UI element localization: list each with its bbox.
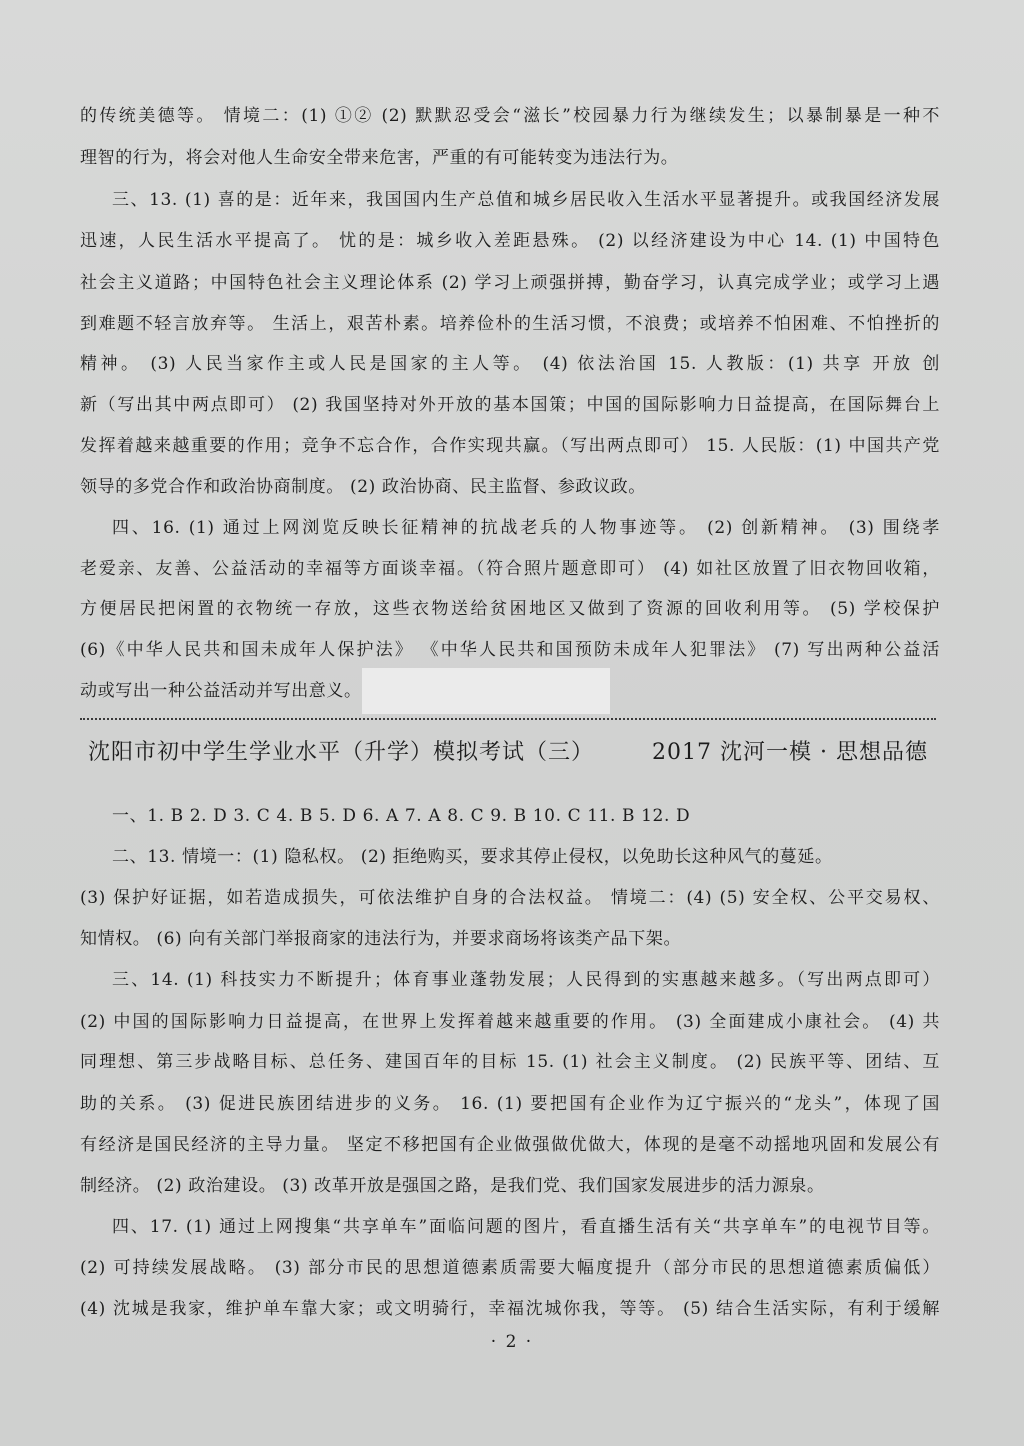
text-line: 领导的多党合作和政治协商制度。 (2) 政治协商、民主监督、参政议政。: [80, 477, 646, 497]
text-line: 新（写出其中两点即可） (2) 我国坚持对外开放的基本国策；中国的国际影响力日益提高，在国际舞台上: [80, 395, 940, 415]
text-line: (2) 可持续发展战略。 (3) 部分市民的思想道德素质需要大幅度提升（部分市民的思想道德素质偏低）: [80, 1258, 940, 1278]
text-line: 一、1. B 2. D 3. C 4. B 5. D 6. A 7. A 8. C 9. B 10. C 11. B 12. D: [112, 806, 691, 826]
text-line: 社会主义道路；中国特色社会主义理论体系 (2) 学习上顽强拼搏，勤奋学习，认真完成学业；或学习上遇: [80, 273, 940, 293]
text-line: 有经济是国民经济的主导力量。 坚定不移把国有企业做强做优做大，体现的是毫不动摇地巩固和发展公有: [80, 1135, 940, 1155]
text-line: 知情权。 (6) 向有关部门举报商家的违法行为，并要求商场将该类产品下架。: [80, 929, 682, 949]
text-line: (2) 中国的国际影响力日益提高，在世界上发挥着越来越重要的作用。 (3) 全面建成小康社会。 (4) 共: [80, 1012, 940, 1032]
text-line: 四、16. (1) 通过上网浏览反映长征精神的抗战老兵的人物事迹等。 (2) 创新精神。 (3) 围绕孝: [112, 518, 940, 538]
text-line: 三、13. (1) 喜的是：近年来，我国国内生产总值和城乡居民收入生活水平显著提升。或我国经济发展: [112, 190, 940, 210]
text-line: 三、14. (1) 科技实力不断提升；体育事业蓬勃发展；人民得到的实惠越来越多。（写出两点即可）: [112, 970, 940, 990]
text-line: 到难题不轻言放弃等。 生活上，艰苦朴素。培养俭朴的生活习惯，不浪费；或培养不怕困难、不怕挫折的: [80, 314, 940, 334]
redaction-block: [362, 668, 610, 714]
text-line: 的传统美德等。 情境二：(1) ①② (2) 默默忍受会“滋长”校园暴力行为继续发生；以暴制暴是一种不: [80, 106, 940, 126]
text-line: (6)《中华人民共和国未成年人保护法》 《中华人民共和国预防未成年人犯罪法》 (7) 写出两种公益活: [80, 640, 940, 660]
section-divider: [80, 718, 936, 720]
text-line: 二、13. 情境一：(1) 隐私权。 (2) 拒绝购买，要求其停止侵权，以免助长这种风气的蔓延。: [112, 847, 833, 867]
text-line: 助的关系。 (3) 促进民族团结进步的义务。 16. (1) 要把国有企业作为辽宁振兴的“龙头”，体现了国: [80, 1094, 940, 1114]
text-line: 迅速，人民生活水平提高了。 忧的是：城乡收入差距悬殊。 (2) 以经济建设为中心 14. (1) 中国特色: [80, 231, 940, 251]
text-line: 动或写出一种公益活动并写出意义。: [80, 681, 362, 701]
exam-title-subject: 2017 沈河一模 · 思想品德: [652, 740, 928, 765]
exam-title: [88, 736, 928, 770]
text-line: 方便居民把闲置的衣物统一存放，这些衣物送给贫困地区又做到了资源的回收利用等。 (5) 学校保护: [80, 599, 940, 619]
text-line: 制经济。 (2) 政治建设。 (3) 改革开放是强国之路，是我们党、我们国家发展进步的活力源泉。: [80, 1176, 825, 1196]
text-line: 四、17. (1) 通过上网搜集“共享单车”面临问题的图片，看直播生活有关“共享单车”的电视节目等。: [112, 1217, 940, 1237]
text-line: (4) 沈城是我家，维护单车靠大家；或文明骑行，幸福沈城你我，等等。 (5) 结合生活实际，有利于缓解: [80, 1299, 940, 1319]
text-line: (3) 保护好证据，如若造成损失，可依法维护自身的合法权益。 情境二：(4) (5) 安全权、公平交易权、: [80, 888, 940, 908]
text-line: 同理想、第三步战略目标、总任务、建国百年的目标 15. (1) 社会主义制度。 (2) 民族平等、团结、互: [80, 1052, 940, 1072]
text-line: 发挥着越来越重要的作用；竞争不忘合作，合作实现共赢。（写出两点即可） 15. 人民版：(1) 中国共产党: [80, 436, 940, 456]
text-line: 精神。 (3) 人民当家作主或人民是国家的主人等。 (4) 依法治国 15. 人教版：(1) 共享 开放 创: [80, 354, 940, 374]
exam-title-main: 沈阳市初中学生学业水平（升学）模拟考试（三）: [88, 740, 595, 765]
page-number: · 2 ·: [490, 1332, 534, 1352]
text-line: 老爱亲、友善、公益活动的幸福等方面谈幸福。（符合照片题意即可） (4) 如社区放置了旧衣物回收箱，: [80, 559, 940, 579]
text-line: 理智的行为，将会对他人生命安全带来危害，严重的有可能转变为违法行为。: [80, 148, 679, 168]
